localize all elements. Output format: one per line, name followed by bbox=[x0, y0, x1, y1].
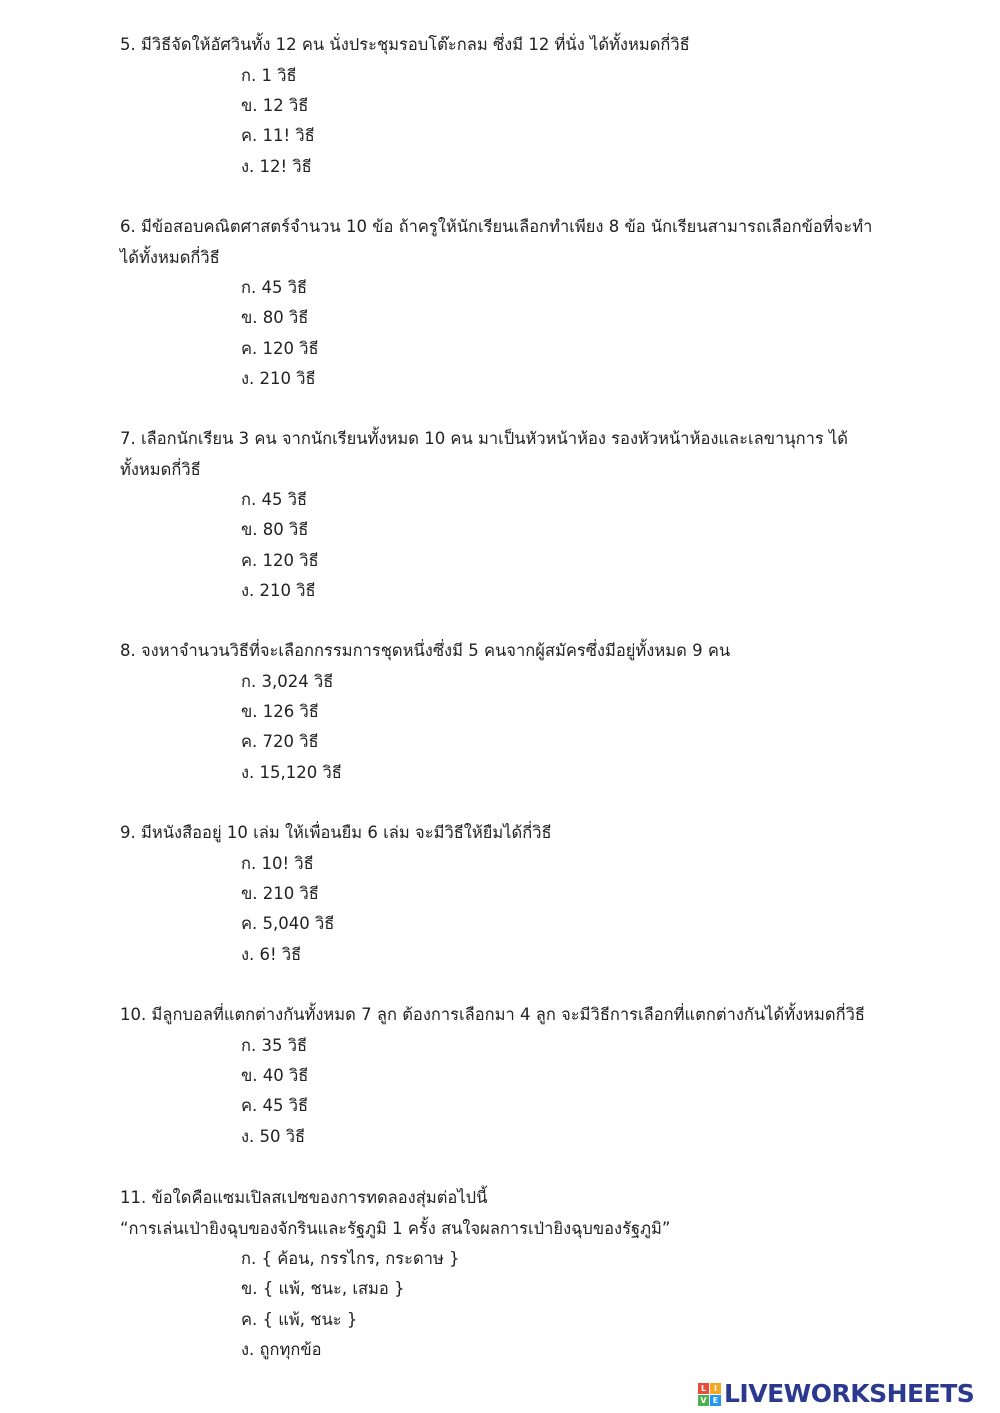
question-quote: “การเล่นเป่ายิงฉุบของจักรินและรัฐภูมิ 1 ครั้ง สนใจผลการเป่ายิงฉุบของรัฐภูมิ” bbox=[120, 1218, 671, 1238]
question-5 bbox=[120, 30, 880, 182]
option-b[interactable]: ข. 12 วิธี bbox=[241, 95, 309, 115]
answer-options bbox=[120, 1031, 880, 1153]
option-b[interactable]: ข. 80 วิธี bbox=[241, 520, 309, 540]
question-7 bbox=[120, 424, 880, 607]
option-d[interactable]: ง. 12! วิธี bbox=[241, 156, 312, 176]
question-6 bbox=[120, 212, 880, 395]
question-line: 10. มีลูกบอลที่แตกต่างกันทั้งหมด 7 ลูก ต้องการเลือกมา 4 ลูก จะมีวิธีการเลือกที่แตกต่างกันได้ทั้งหมดกี่วิธี bbox=[120, 1005, 865, 1024]
option-a[interactable]: ก. 35 วิธี bbox=[241, 1035, 308, 1055]
option-a[interactable]: ก. 3,024 วิธี bbox=[241, 671, 334, 691]
question-text bbox=[120, 1183, 880, 1244]
answer-options bbox=[120, 61, 880, 183]
question-line: 9. มีหนังสืออยู่ 10 เล่ม ให้เพื่อนยืม 6 เล่ม จะมีวิธีให้ยืมได้กี่วิธี bbox=[120, 823, 552, 842]
answer-options bbox=[120, 485, 880, 607]
option-c[interactable]: ค. 120 วิธี bbox=[241, 338, 319, 358]
option-c[interactable]: ค. 45 วิธี bbox=[241, 1096, 309, 1116]
question-10 bbox=[120, 1000, 880, 1152]
question-text bbox=[120, 424, 880, 485]
question-line: 11. ข้อใดคือแซมเปิลสเปซของการทดลองสุ่มต่อไปนี้ bbox=[120, 1188, 488, 1207]
option-d[interactable]: ง. 50 วิธี bbox=[241, 1126, 306, 1146]
question-line: 6. มีข้อสอบคณิตศาสตร์จำนวน 10 ข้อ ถ้าครูให้นักเรียนเลือกทำเพียง 8 ข้อ นักเรียนสามารถเลือกข้อที่จะทำ bbox=[120, 217, 873, 236]
question-text bbox=[120, 1000, 880, 1031]
answer-options bbox=[120, 1244, 880, 1366]
logo-tile: E bbox=[710, 1395, 721, 1406]
option-d[interactable]: ง. 210 วิธี bbox=[241, 581, 316, 601]
logo-icon bbox=[698, 1383, 721, 1406]
logo-text: LIVEWORKSHEETS bbox=[724, 1379, 975, 1408]
option-d[interactable]: ง. ถูกทุกข้อ bbox=[241, 1340, 322, 1360]
liveworksheets-logo[interactable] bbox=[698, 1378, 974, 1410]
question-text bbox=[120, 818, 880, 849]
option-b[interactable]: ข. 40 วิธี bbox=[241, 1065, 309, 1085]
question-9 bbox=[120, 818, 880, 970]
answer-options bbox=[120, 667, 880, 789]
answer-options bbox=[120, 849, 880, 971]
question-line: ทั้งหมดกี่วิธี bbox=[120, 459, 201, 479]
option-a[interactable]: ก. 1 วิธี bbox=[241, 65, 297, 85]
option-c[interactable]: ค. 120 วิธี bbox=[241, 550, 319, 570]
option-b[interactable]: ข. 80 วิธี bbox=[241, 308, 309, 328]
logo-tile: V bbox=[698, 1395, 709, 1406]
option-b[interactable]: ข. 210 วิธี bbox=[241, 883, 319, 903]
logo-tile: L bbox=[698, 1383, 709, 1394]
option-a[interactable]: ก. { ค้อน, กรรไกร, กระดาษ } bbox=[241, 1249, 460, 1268]
question-text bbox=[120, 30, 880, 61]
logo-tile: I bbox=[710, 1383, 721, 1394]
question-8 bbox=[120, 636, 880, 788]
question-text bbox=[120, 636, 880, 667]
option-d[interactable]: ง. 6! วิธี bbox=[241, 944, 302, 964]
question-line: 8. จงหาจำนวนวิธีที่จะเลือกกรรมการชุดหนึ่งซึ่งมี 5 คนจากผู้สมัครซึ่งมีอยู่ทั้งหมด 9 คน bbox=[120, 641, 731, 660]
option-a[interactable]: ก. 45 วิธี bbox=[241, 490, 308, 509]
option-b[interactable]: ข. 126 วิธี bbox=[241, 701, 319, 721]
question-line: 7. เลือกนักเรียน 3 คน จากนักเรียนทั้งหมด 10 คน มาเป็นหัวหน้าห้อง รองหัวหน้าห้องและเลขานุการ ได้ bbox=[120, 429, 848, 448]
option-d[interactable]: ง. 210 วิธี bbox=[241, 369, 316, 389]
question-line: ได้ทั้งหมดกี่วิธี bbox=[120, 247, 220, 267]
option-d[interactable]: ง. 15,120 วิธี bbox=[241, 762, 342, 782]
option-c[interactable]: ค. 11! วิธี bbox=[241, 126, 315, 146]
question-line: 5. มีวิธีจัดให้อัศวินทั้ง 12 คน นั่งประชุมรอบโต๊ะกลม ซึ่งมี 12 ที่นั่ง ได้ทั้งหมดกี่วิธี bbox=[120, 35, 690, 54]
option-a[interactable]: ก. 45 วิธี bbox=[241, 278, 308, 297]
option-a[interactable]: ก. 10! วิธี bbox=[241, 853, 314, 873]
option-c[interactable]: ค. 720 วิธี bbox=[241, 732, 319, 752]
option-b[interactable]: ข. { แพ้, ชนะ, เสมอ } bbox=[241, 1279, 405, 1299]
question-text bbox=[120, 212, 880, 273]
option-c[interactable]: ค. { แพ้, ชนะ } bbox=[241, 1309, 358, 1329]
option-c[interactable]: ค. 5,040 วิธี bbox=[241, 914, 335, 934]
answer-options bbox=[120, 273, 880, 395]
question-11 bbox=[120, 1183, 880, 1366]
